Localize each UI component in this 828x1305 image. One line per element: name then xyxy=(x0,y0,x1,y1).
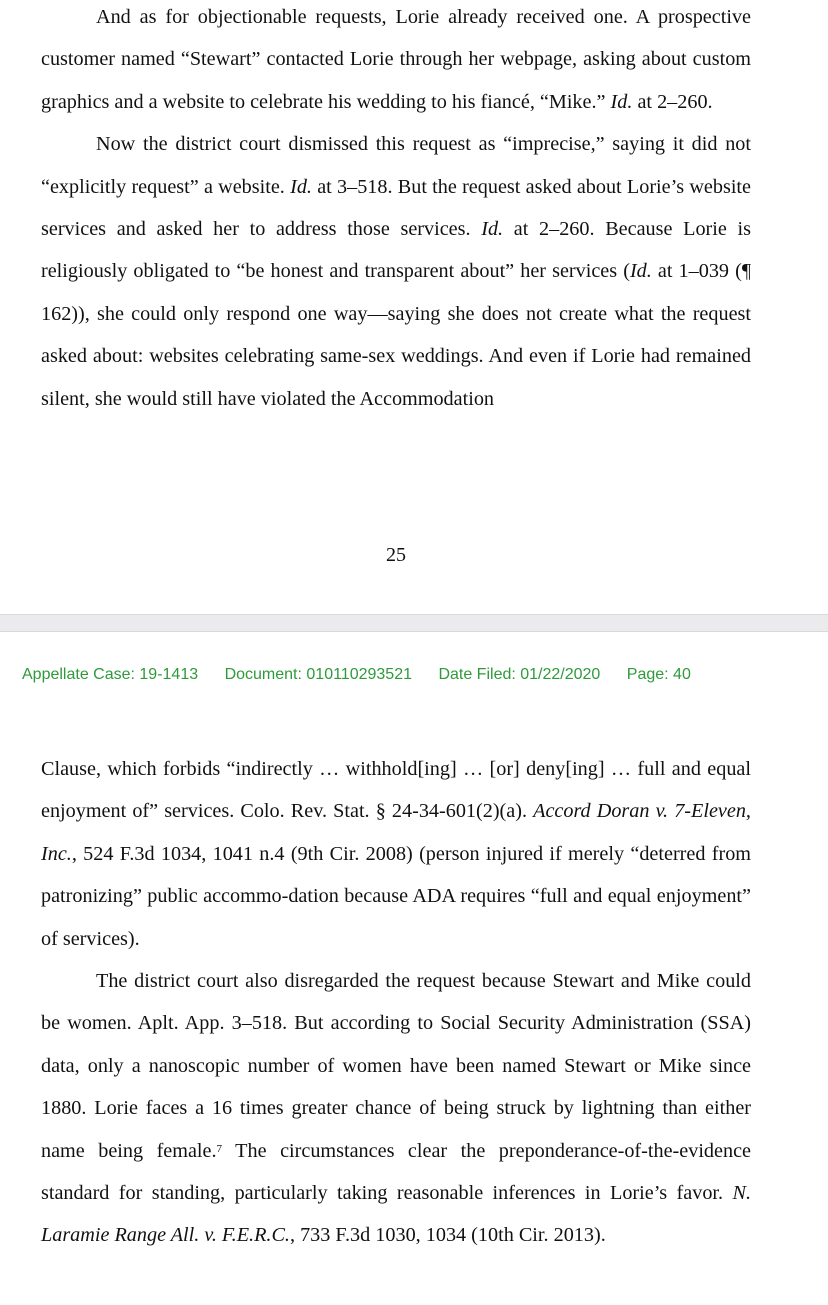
case-citation: Accord Doran v. 7-Eleven, Inc. xyxy=(41,800,751,865)
text-segment: at 3–518. But the request asked about Lorie’s website services and asked her to address those services. xyxy=(41,175,751,241)
citation-id: Id. xyxy=(610,90,633,113)
page-26 xyxy=(0,632,828,1305)
text-segment: at 1–039 (¶ 162)), she could only respond one way—saying she does not create what the request asked about: websites celebrating same-sex weddings. And even if Lorie had remained silent, she would still have violated the Accommodation xyxy=(41,260,751,410)
date-filed: Date Filed: 01/22/2020 xyxy=(438,666,601,683)
text-segment: Now the district court dismissed this request as “imprecise,” saying it did not “explicitly request” a website. xyxy=(41,133,751,198)
page-number: 25 xyxy=(386,544,406,566)
pdf-page-number: Page: 40 xyxy=(626,666,691,683)
citation-id: Id. xyxy=(629,260,652,283)
footnote-marker[interactable]: 7 xyxy=(216,1142,223,1155)
text-segment: The district court also disregarded the request because Stewart and Mike could be women. Aplt. App. 3–518. But according to Social Security Administration (SSA) data, only a nanoscopic number of women have been named Stewart or Mike since 1880. Lorie faces a 16 times greater chance of being struck by lightning than either name being female. xyxy=(41,970,751,1162)
case-header xyxy=(22,666,691,684)
text-segment: at 2–260. Because Lorie is religiously obligated to “be honest and transparent about” her services ( xyxy=(41,218,751,283)
text-segment: , 733 F.3d 1030, 1034 (10th Cir. 2013). xyxy=(289,1224,606,1247)
page-25 xyxy=(0,0,828,614)
paragraph-objectionable-requests xyxy=(41,0,751,123)
appellate-case-number: Appellate Case: 19-1413 xyxy=(22,666,199,683)
text-segment: And as for objectionable requests, Lorie already received one. A prospective customer named “Stewart” contacted Lorie through her webpage, asking about custom graphics and a website to celebrate his wedding to his fiancé, “Mike.” xyxy=(41,6,751,113)
paragraph-clause-continuation xyxy=(41,748,751,960)
page-26-text xyxy=(41,748,751,1257)
paragraph-district-court-dismissed xyxy=(41,123,751,420)
case-citation: N. Laramie Range All. v. F.E.R.C. xyxy=(41,1182,751,1247)
document-number: Document: 010110293521 xyxy=(224,666,412,683)
text-segment: at 2–260. xyxy=(632,90,713,113)
paragraph-stewart-and-mike xyxy=(41,960,751,1257)
citation-id: Id. xyxy=(481,218,504,241)
text-segment: The circumstances clear the preponderance-of-the-evidence standard for standing, particularly taking reasonable inferences in Lorie’s favor. xyxy=(41,1139,751,1205)
citation-id: Id. xyxy=(290,175,312,198)
page-25-text xyxy=(41,0,751,420)
text-segment: Clause, which forbids “indirectly … withhold[ing] … [or] deny[ing] … full and equal enjoyment of” services. Colo. Rev. Stat. § 24-34-601(2)(a). xyxy=(41,758,751,823)
text-segment: , 524 F.3d 1034, 1041 n.4 (9th Cir. 2008) (person injured if merely “deterred from patronizing” public accommo-dation because ADA requires “full and equal enjoyment” of services). xyxy=(41,842,751,950)
page-separator xyxy=(0,614,828,632)
